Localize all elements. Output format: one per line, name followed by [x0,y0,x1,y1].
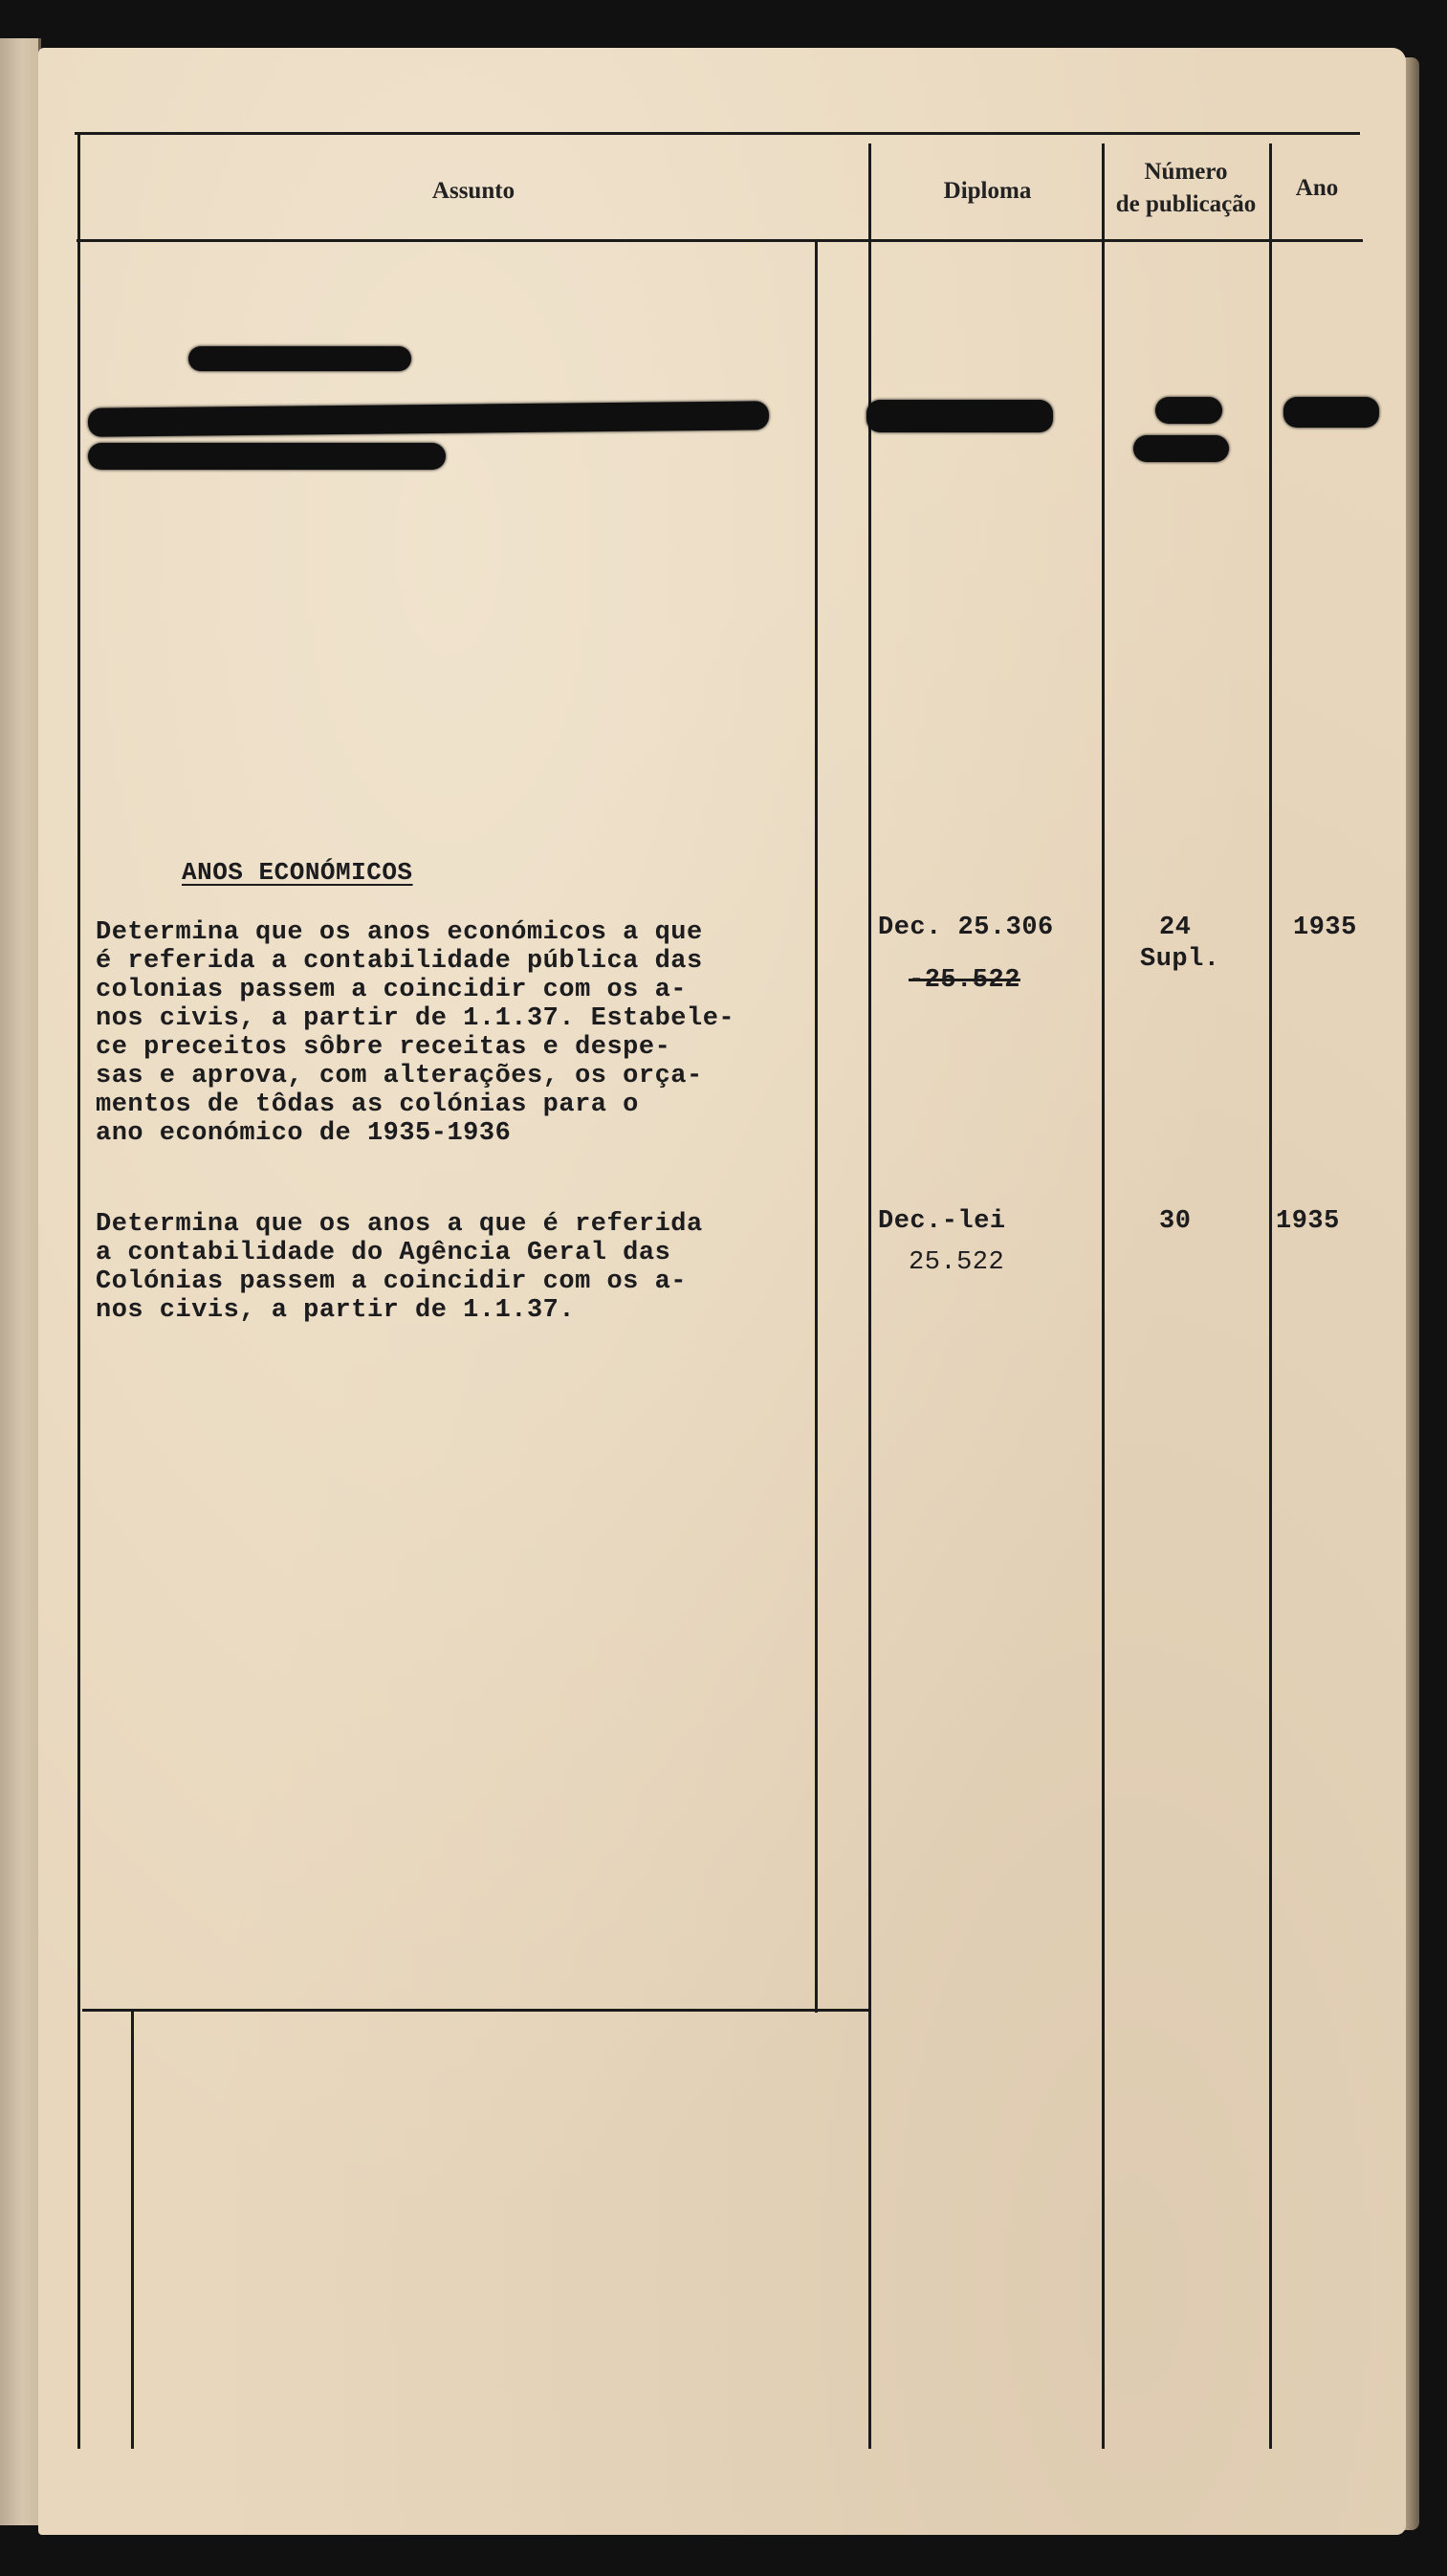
entry-2-ano: 1935 [1276,1207,1340,1236]
entry-2-numero: 30 [1159,1207,1192,1236]
entry-1-numero: 24 [1159,914,1192,942]
header-bottom-rule [77,239,1363,242]
entry-2-line: a contabilidade do Agência Geral das [96,1239,671,1267]
entry-1-line: ano económico de 1935-1936 [96,1119,512,1148]
redaction-numero-1 [1155,397,1222,424]
left-border-line [77,134,80,2449]
entry-1-numero-suffix: Supl. [1140,945,1220,974]
entry-1-line: sas e aprova, com alterações, os orça- [96,1062,703,1090]
entry-1-line: é referida a contabilidade pública das [96,947,703,976]
entry-1-diploma: Dec. 25.306 [878,914,1054,942]
section-heading: ANOS ECONÓMICOS [182,858,413,887]
column-header-numero-line2: de publicação [1115,191,1257,217]
entry-1-line: ce preceitos sôbre receitas e despe- [96,1033,671,1062]
numero-left-line [1102,143,1105,2449]
subject-inner-line [815,241,818,2013]
entry-1-diploma-struck: -25.522 [909,966,1020,995]
column-header-ano: Ano [1295,175,1339,201]
redaction-diploma [866,400,1053,432]
previous-page-edge [0,38,41,2525]
ano-left-line [1269,143,1272,2449]
entry-1-line: Determina que os anos económicos a que [96,918,703,947]
column-header-assunto: Assunto [431,178,515,204]
entry-1-ano: 1935 [1293,914,1357,942]
lower-box-inner-line [131,2011,134,2449]
column-header-numero-line1: Número [1144,159,1228,185]
top-rule [75,132,1360,135]
redaction-heading [188,346,411,371]
entry-1-line: mentos de tôdas as colónias para o [96,1090,639,1119]
entry-2-line: Determina que os anos a que é referida [96,1210,703,1239]
entry-1-line: colonias passem a coincidir com os a- [96,976,687,1004]
diploma-left-line [868,143,871,2449]
entry-2-line: Colónias passem a coincidir com os a- [96,1267,687,1296]
redaction-line-2 [88,443,446,470]
redaction-ano [1283,397,1379,428]
entry-2-line: nos civis, a partir de 1.1.37. [96,1296,576,1325]
column-header-diploma: Diploma [943,178,1032,204]
entry-2-diploma: Dec.-lei [878,1207,1006,1236]
redaction-numero-2 [1133,435,1229,462]
lower-box-top-rule [82,2009,868,2012]
entry-2-diploma-number: 25.522 [909,1248,1005,1277]
entry-1-line: nos civis, a partir de 1.1.37. Estabele- [96,1004,735,1033]
